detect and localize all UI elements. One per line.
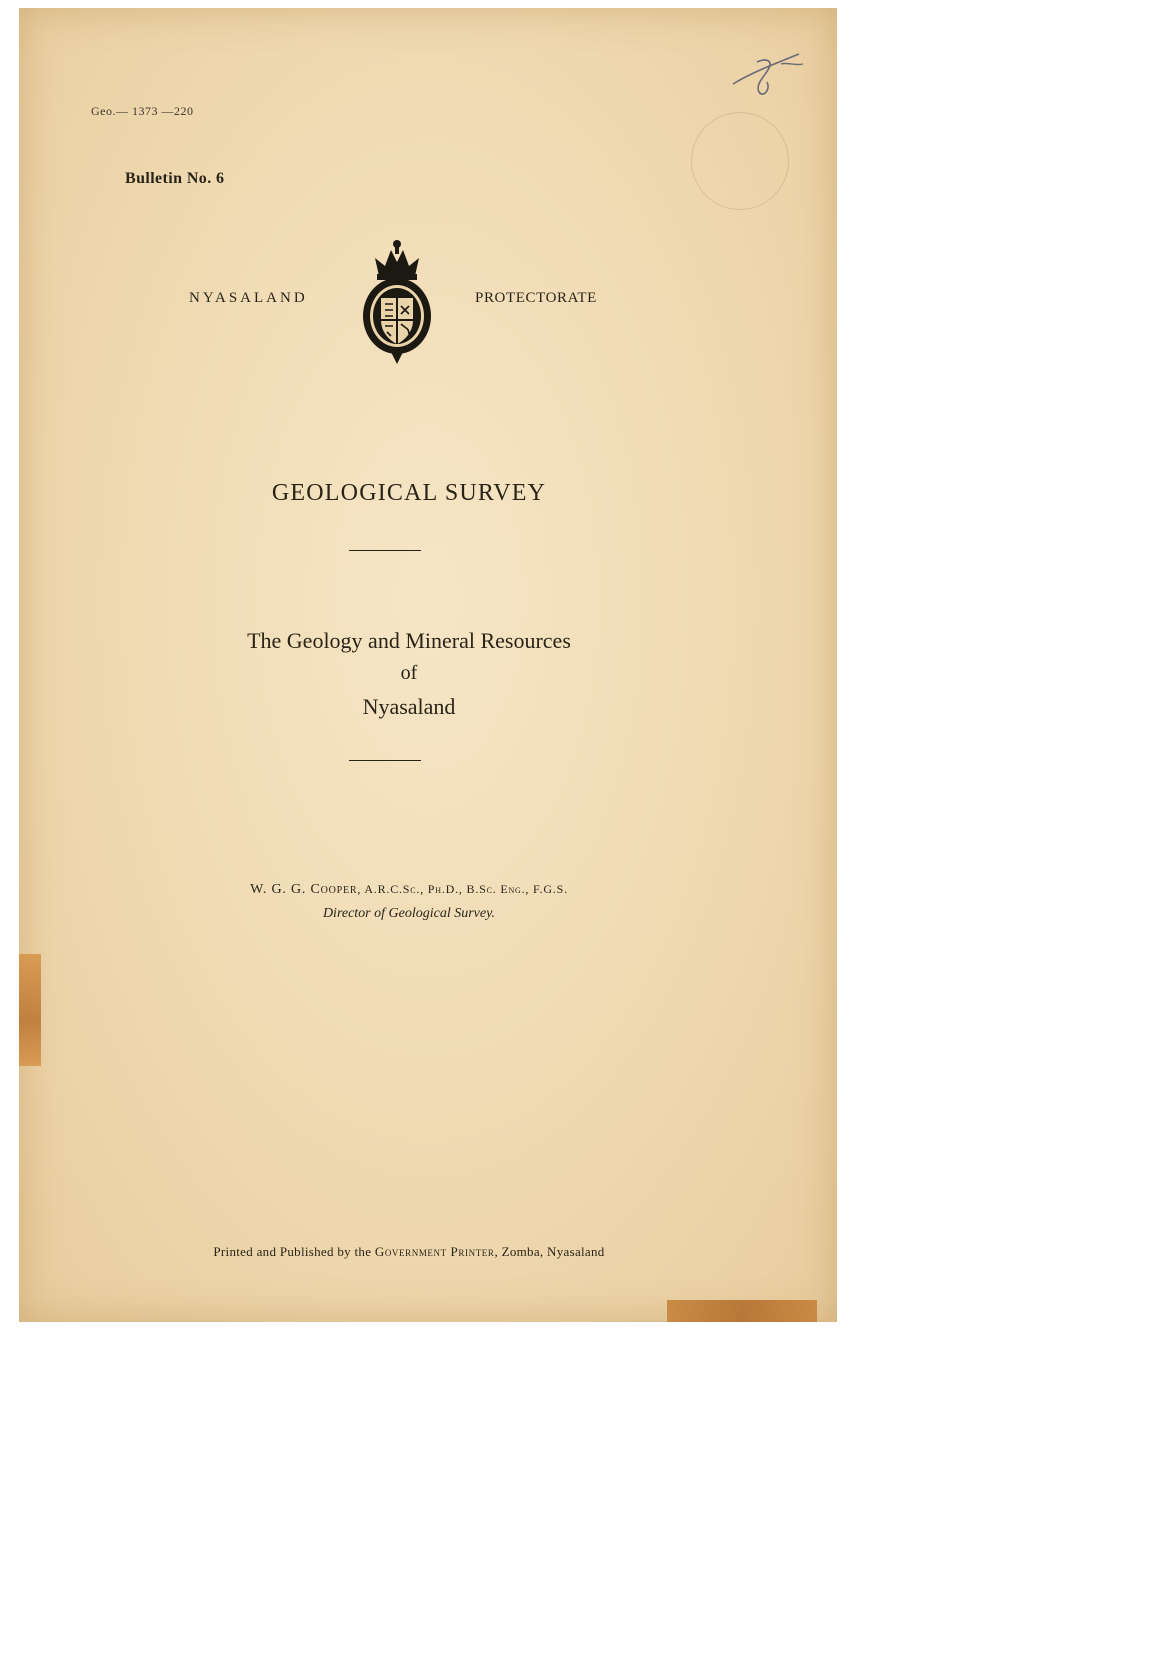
bulletin-number: Bulletin No. 6 — [125, 170, 225, 187]
author-name: W. G. G. Cooper — [250, 882, 358, 897]
printer-suffix: , Zomba, Nyasaland — [494, 1244, 605, 1259]
paper-stain-bottom — [667, 1300, 817, 1322]
survey-title: GEOLOGICAL SURVEY — [271, 480, 547, 506]
divider-rule — [349, 760, 421, 761]
printer-name: Government Printer — [374, 1244, 495, 1259]
header-right-word: PROTECTORATE — [475, 290, 597, 306]
royal-coat-of-arms-crest-icon — [357, 236, 437, 366]
divider-rule — [349, 550, 421, 551]
document-title-line-3: Nyasaland — [362, 694, 456, 719]
author-line — [19, 882, 799, 898]
printer-line — [19, 1244, 799, 1260]
printer-prefix: Printed and Published by the — [213, 1244, 375, 1259]
reference-code: Geo.— 1373 —220 — [91, 104, 194, 118]
document-title-line-1: The Geology and Mineral Resources — [247, 628, 571, 653]
document-title-line-2: of — [400, 662, 418, 684]
paper-stain-left — [19, 954, 41, 1066]
handwritten-mark-icon — [729, 44, 809, 100]
faint-stamp-circle — [691, 112, 789, 210]
header-left-word: NYASALAND — [189, 290, 308, 306]
author-credentials: , A.R.C.Sc., Ph.D., B.Sc. Eng., F.G.S. — [357, 882, 568, 896]
author-role: Director of Geological Survey. — [322, 906, 496, 921]
document-page — [19, 8, 837, 1322]
